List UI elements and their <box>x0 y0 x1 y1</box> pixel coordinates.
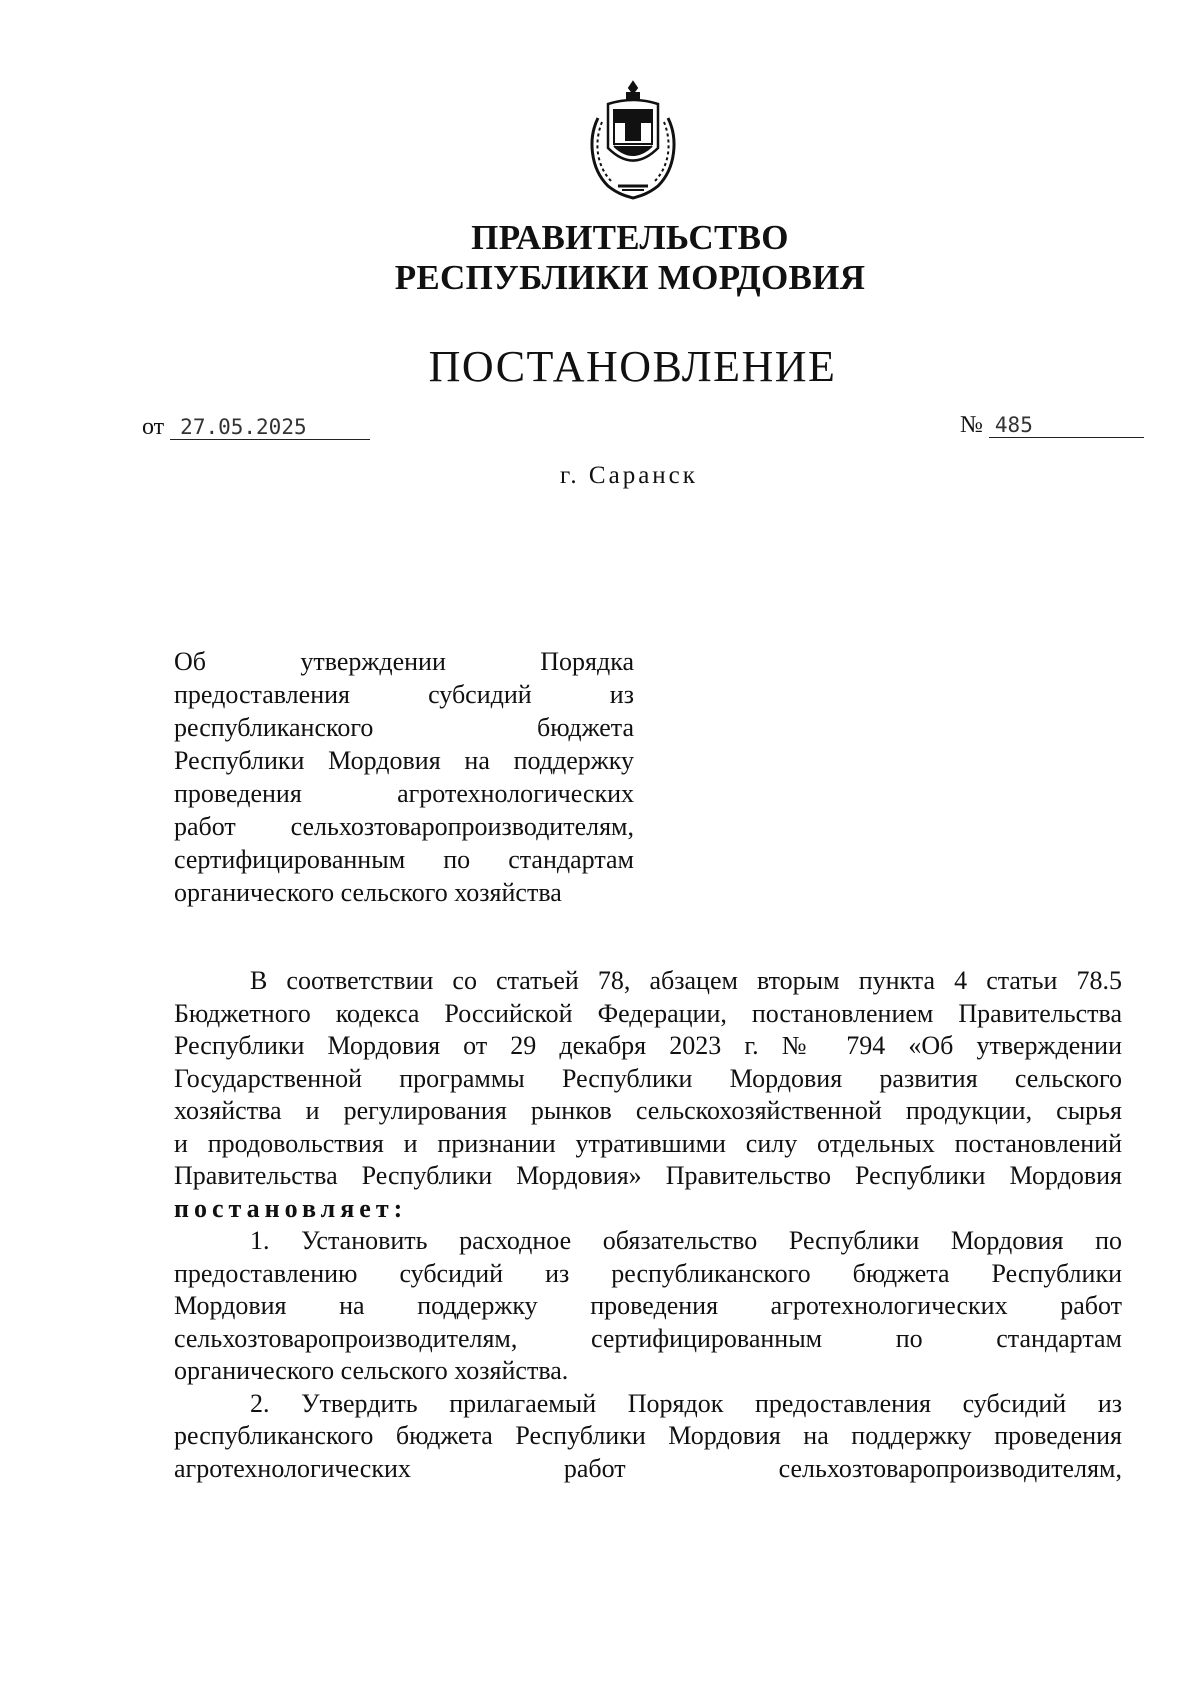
body-line: Государственной программы Республики Мордовия развития сельского <box>174 1063 1122 1093</box>
city-name: г. Саранск <box>560 462 698 489</box>
subject-line: проведения агротехнологических <box>174 779 634 808</box>
government-title <box>0 218 1200 298</box>
item-1-paragraph <box>174 1225 1122 1388</box>
body-line: В соответствии со статьей 78, абзацем вторым пункта 4 статьи 78.5 <box>250 966 1122 995</box>
government-title-line1: ПРАВИТЕЛЬСТВО <box>471 218 789 257</box>
decree-word: постановляет: <box>174 1193 408 1223</box>
body-line: хозяйства и регулирования рынков сельскохозяйственной продукции, сырья <box>174 1096 1122 1125</box>
date-row <box>142 414 370 441</box>
date-value: 27.05.2025 <box>170 415 370 440</box>
item-2-paragraph <box>174 1388 1122 1486</box>
body-line: органического сельского хозяйства. <box>174 1356 569 1385</box>
subject-line: Республики Мордовия на поддержку <box>174 746 634 775</box>
body-line: 2. Утвердить прилагаемый Порядок предоставления субсидий из <box>250 1388 1122 1418</box>
number-prefix: № <box>960 412 983 438</box>
preamble-paragraph <box>174 965 1122 1225</box>
body-line: Правительства Республики Мордовия» Правительство Республики Мордовия <box>174 1161 1122 1190</box>
body-line: предоставлению субсидий из республиканского бюджета Республики <box>174 1258 1122 1288</box>
subject-line: предоставления субсидий из <box>174 680 634 709</box>
body-line: агротехнологических работ сельхозтоваропроизводителям, <box>174 1453 1122 1483</box>
body-line: Республики Мордовия от 29 декабря 2023 г. № 794 «Об утверждении <box>174 1031 1122 1060</box>
subject-line: органического сельского хозяйства <box>174 878 562 907</box>
document-type: ПОСТАНОВЛЕНИЕ <box>428 342 837 391</box>
body-line: Мордовия на поддержку проведения агротехнологических работ <box>174 1291 1122 1320</box>
body-line: сельхозтоваропроизводителям, сертифицированным по стандартам <box>174 1323 1122 1353</box>
government-title-line2: РЕСПУБЛИКИ МОРДОВИЯ <box>394 258 866 297</box>
body-text <box>174 965 1122 1485</box>
subject-line: республиканского бюджета <box>174 713 634 742</box>
number-row <box>960 412 1144 439</box>
body-line: 1. Установить расходное обязательство Республики Мордовия по <box>250 1226 1122 1255</box>
body-line: Бюджетного кодекса Российской Федерации, постановлением Правительства <box>174 998 1122 1028</box>
number-value: 485 <box>989 413 1144 438</box>
subject-line: Об утверждении Порядка <box>174 647 634 676</box>
subject-block <box>174 645 634 909</box>
body-line: республиканского бюджета Республики Мордовия на поддержку проведения <box>174 1421 1122 1450</box>
subject-line: работ сельхозтоваропроизводителям, <box>174 812 634 841</box>
subject-line: сертифицированным по стандартам <box>174 845 634 874</box>
date-prefix: от <box>142 414 165 440</box>
body-line: и продовольствия и признании утратившими силу отдельных постановлений <box>174 1128 1122 1158</box>
coat-of-arms-emblem <box>578 78 688 202</box>
